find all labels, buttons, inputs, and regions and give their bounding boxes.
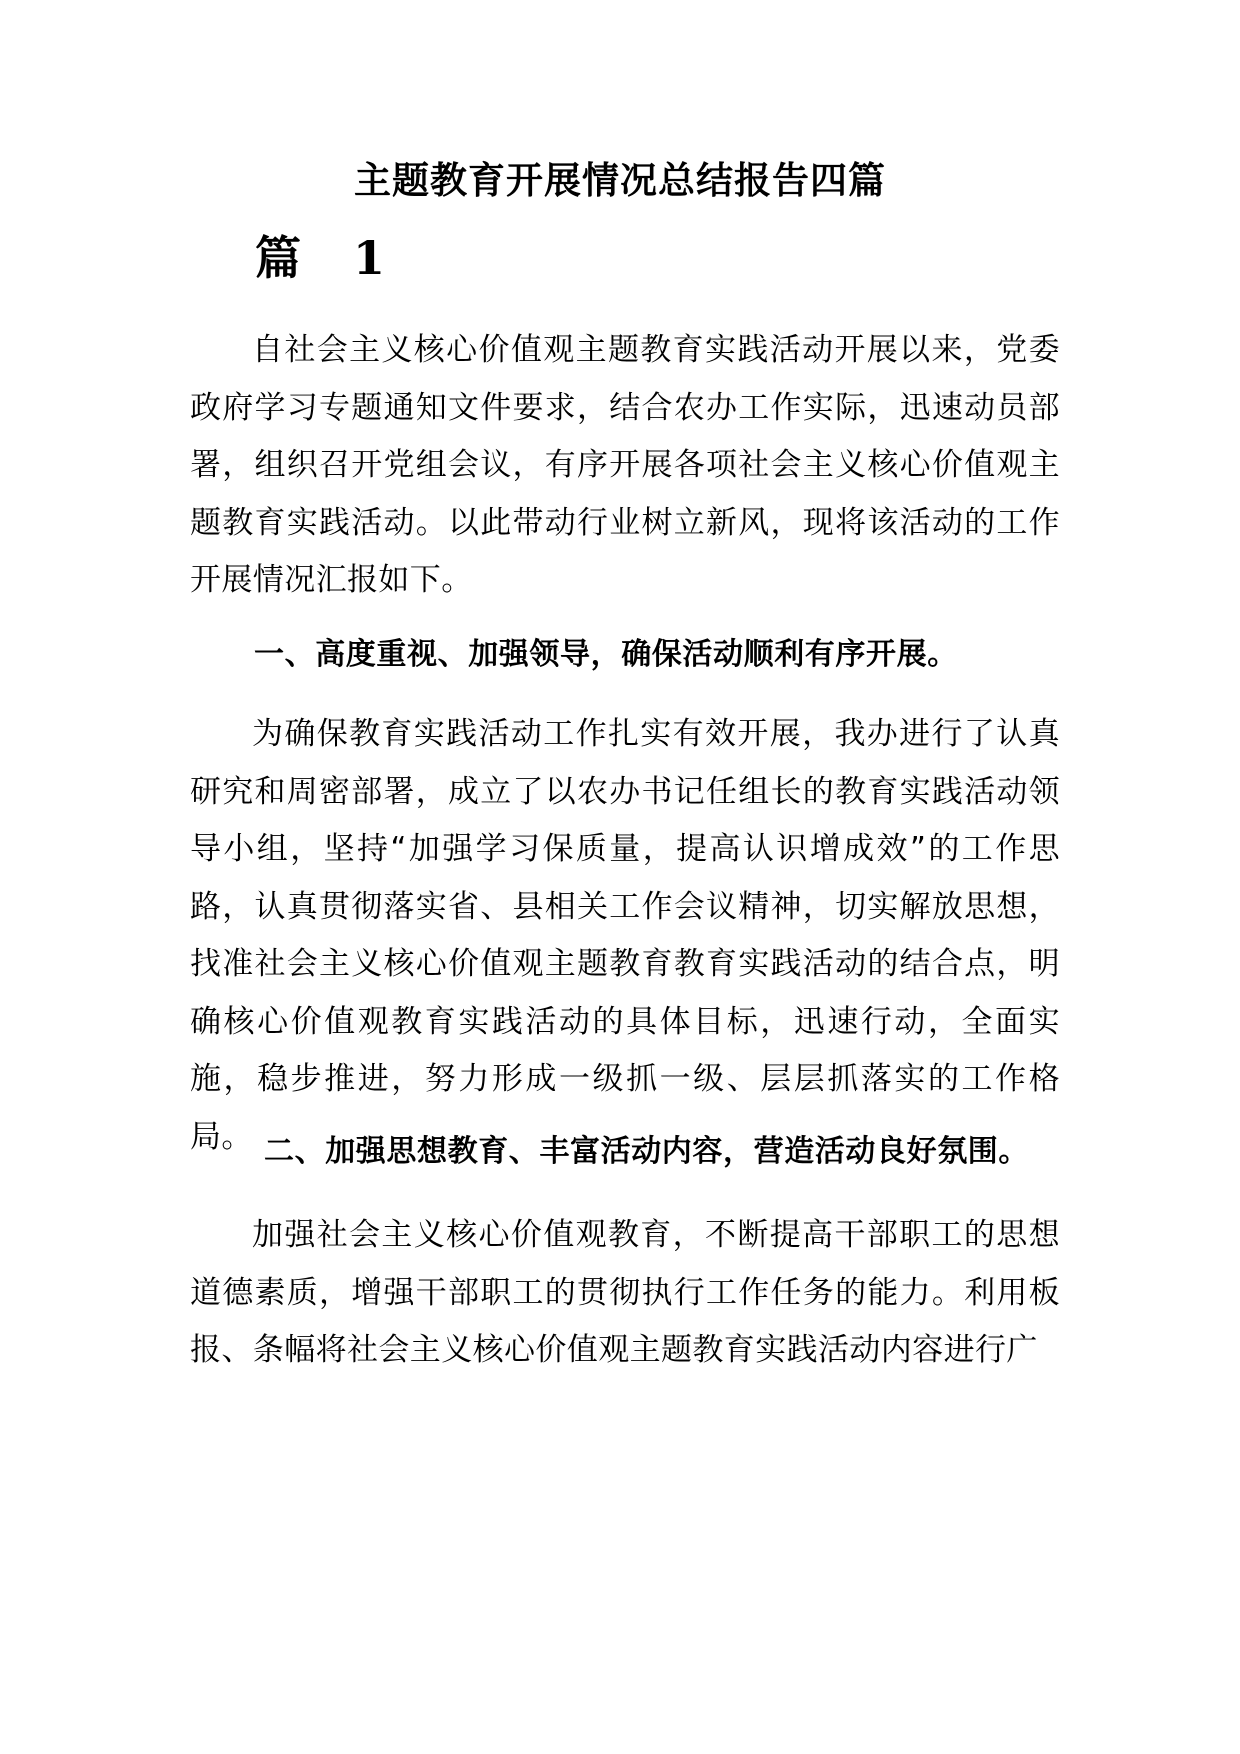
section-label: 篇 1 <box>255 231 404 285</box>
heading-section-two: 二、加强思想教育、丰富活动内容，营造活动良好氛围。 <box>264 1134 1029 1169</box>
heading-section-one: 一、高度重视、加强领导，确保活动顺利有序开展。 <box>254 637 958 672</box>
paragraph-section-two: 加强社会主义核心价值观教育，不断提高干部职工的思想道德素质，增强干部职工的贯彻执行工作任务的能力。利用板报、条幅将社会主义核心价值观主题教育实践活动内容进行广 <box>190 1217 1060 1368</box>
paragraph-section-one: 为确保教育实践活动工作扎实有效开展，我办进行了认真研究和周密部署，成立了以农办书记任组长的教育实践活动领导小组，坚持“加强学习保质量，提高认识增成效”的工作思路，认真贯彻落实省、县相关工作会议精神，切实解放思想，找准社会主义核心价值观主题教育教育实践活动的结合点，明确核心价值观教育实践活动的具体目标，迅速行动，全面实施，稳步推进，努力形成一级抓一级、层层抓落实的工作格局。 <box>190 716 1060 1155</box>
document-title: 主题教育开展情况总结报告四篇 <box>354 158 886 202</box>
paragraph-intro: 自社会主义核心价值观主题教育实践活动开展以来，党委政府学习专题通知文件要求，结合农办工作实际，迅速动员部署，组织召开党组会议，有序开展各项社会主义核心价值观主题教育实践活动。以此带动行业树立新风，现将该活动的工作开展情况汇报如下。 <box>190 332 1060 598</box>
